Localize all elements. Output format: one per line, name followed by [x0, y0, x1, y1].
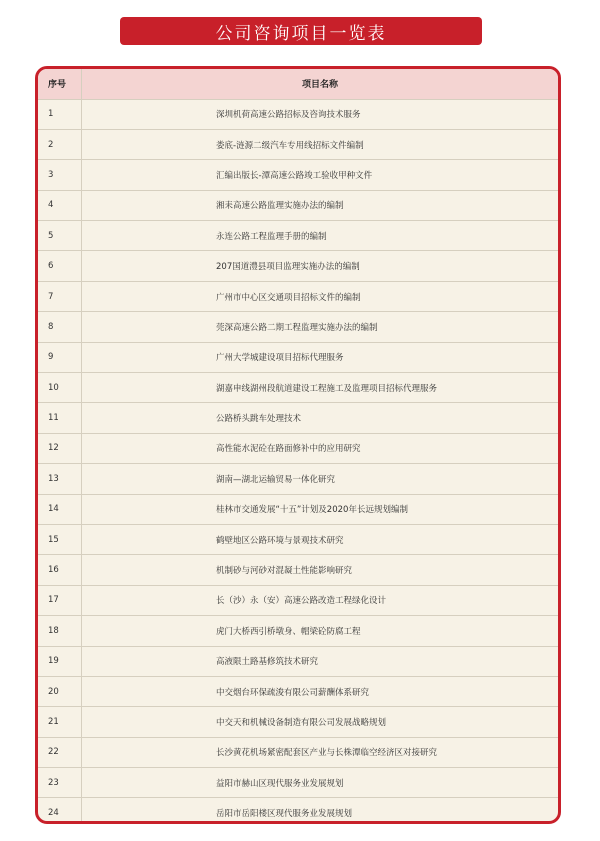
- row-project-name: 湖南—湖北运输贸易一体化研究: [82, 464, 559, 494]
- row-number: 1: [38, 99, 82, 129]
- table-row: [38, 555, 558, 585]
- row-number: 17: [38, 585, 82, 615]
- row-project-name: 娄底-涟源二级汽车专用线招标文件编制: [82, 129, 559, 159]
- row-project-name: 207国道澧县项目监理实施办法的编制: [82, 251, 559, 281]
- row-number: 12: [38, 433, 82, 463]
- row-number: 3: [38, 160, 82, 190]
- table-row: [38, 160, 558, 190]
- row-project-name: 高液限土路基修筑技术研究: [82, 646, 559, 676]
- row-project-name: 永连公路工程监理手册的编制: [82, 221, 559, 251]
- table-row: [38, 737, 558, 767]
- row-number: 5: [38, 221, 82, 251]
- row-number: 6: [38, 251, 82, 281]
- table-row: [38, 221, 558, 251]
- row-project-name: 鹤壁地区公路环境与景观技术研究: [82, 524, 559, 554]
- table-row: [38, 99, 558, 129]
- table-row: [38, 524, 558, 554]
- table-row: [38, 129, 558, 159]
- row-number: 21: [38, 707, 82, 737]
- table-row: [38, 616, 558, 646]
- row-project-name: 中交天和机械设备制造有限公司发展战略规划: [82, 707, 559, 737]
- table-row: [38, 190, 558, 220]
- row-project-name: 中交烟台环保疏浚有限公司薪酬体系研究: [82, 676, 559, 706]
- row-project-name: 汇编出版长-潭高速公路竣工验收甲种文件: [82, 160, 559, 190]
- row-number: 13: [38, 464, 82, 494]
- row-project-name: 莞深高速公路二期工程监理实施办法的编制: [82, 312, 559, 342]
- table-row: [38, 433, 558, 463]
- row-number: 2: [38, 129, 82, 159]
- row-project-name: 虎门大桥西引桥墩身、帽梁砼防腐工程: [82, 616, 559, 646]
- row-project-name: 湖嘉申线湖州段航道建设工程施工及监理项目招标代理服务: [82, 373, 559, 403]
- row-project-name: 益阳市赫山区现代服务业发展规划: [82, 768, 559, 798]
- row-number: 19: [38, 646, 82, 676]
- row-number: 7: [38, 281, 82, 311]
- header-project-name: 项目名称: [301, 80, 338, 91]
- row-project-name: 湘耒高速公路监理实施办法的编制: [82, 190, 559, 220]
- table-row: [38, 281, 558, 311]
- table-row: [38, 251, 558, 281]
- row-number: 23: [38, 768, 82, 798]
- row-number: 22: [38, 737, 82, 767]
- project-table: [38, 69, 558, 824]
- project-table-frame: [35, 66, 561, 824]
- table-row: [38, 707, 558, 737]
- row-project-name: 广州市中心区交通项目招标文件的编制: [82, 281, 559, 311]
- row-project-name: 桂林市交通发展“十五”计划及2020年长远规划编制: [82, 494, 559, 524]
- table-row: [38, 403, 558, 433]
- table-row: [38, 494, 558, 524]
- table-row: [38, 373, 558, 403]
- table-row: [38, 646, 558, 676]
- table-row: [38, 798, 558, 824]
- table-row: [38, 676, 558, 706]
- row-project-name: 公路桥头跳车处理技术: [82, 403, 559, 433]
- table-row: [38, 312, 558, 342]
- header-number: 序号: [38, 69, 82, 99]
- row-project-name: 长（沙）永（安）高速公路改造工程绿化设计: [82, 585, 559, 615]
- table-row: [38, 585, 558, 615]
- row-number: 9: [38, 342, 82, 372]
- page-title-banner: [120, 17, 482, 45]
- table-header-row: [38, 69, 558, 99]
- row-number: 10: [38, 373, 82, 403]
- row-project-name: 深圳机荷高速公路招标及咨询技术服务: [82, 99, 559, 129]
- page-title: 公司咨询项目一览表: [215, 23, 387, 44]
- row-number: 20: [38, 676, 82, 706]
- row-number: 4: [38, 190, 82, 220]
- row-number: 11: [38, 403, 82, 433]
- table-row: [38, 768, 558, 798]
- row-number: 14: [38, 494, 82, 524]
- row-project-name: 广州大学城建设项目招标代理服务: [82, 342, 559, 372]
- row-number: 24: [38, 798, 82, 824]
- row-number: 18: [38, 616, 82, 646]
- row-number: 8: [38, 312, 82, 342]
- row-project-name: 机制砂与河砂对混凝土性能影响研究: [82, 555, 559, 585]
- table-row: [38, 464, 558, 494]
- row-project-name: 岳阳市岳阳楼区现代服务业发展规划: [82, 798, 559, 824]
- row-project-name: 长沙黄花机场紧密配套区产业与长株潭临空经济区对接研究: [82, 737, 559, 767]
- table-row: [38, 342, 558, 372]
- row-project-name: 高性能水泥砼在路面修补中的应用研究: [82, 433, 559, 463]
- row-number: 15: [38, 524, 82, 554]
- row-number: 16: [38, 555, 82, 585]
